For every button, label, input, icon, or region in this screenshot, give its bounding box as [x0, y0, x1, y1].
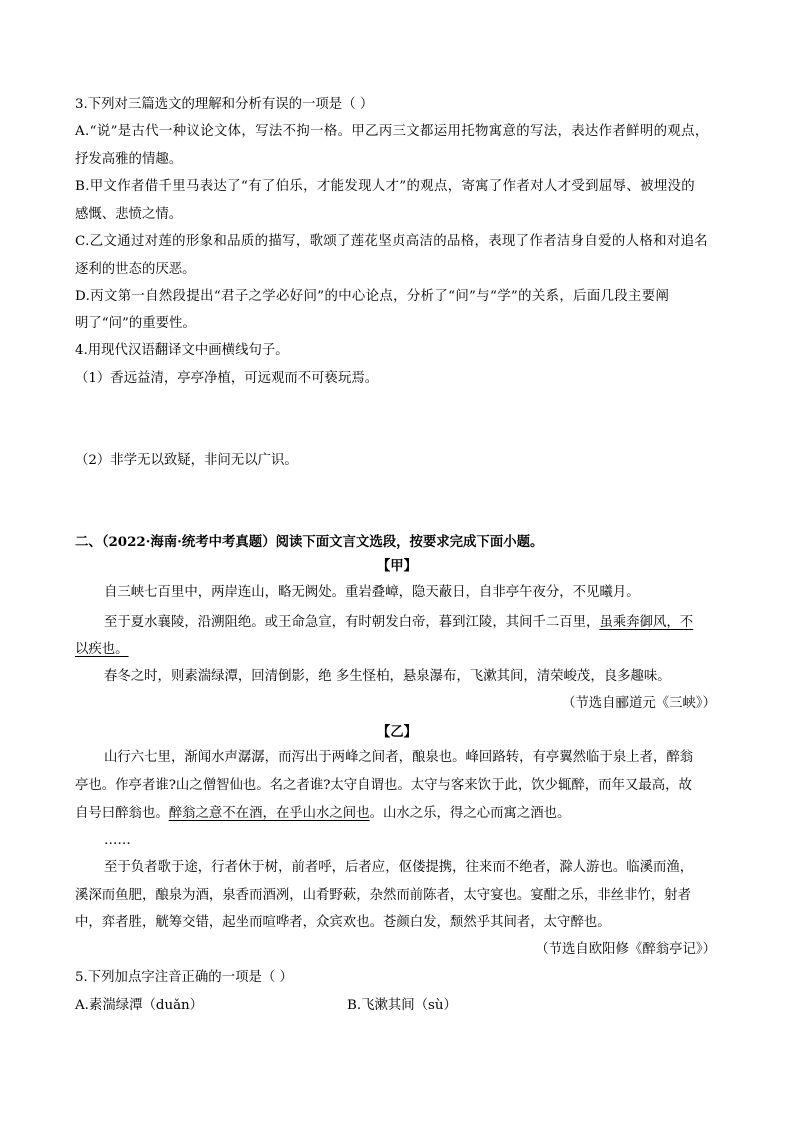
- yi-paragraph-2-line3: 中，弈者胜，觥筹交错，起坐而喧哗者，众宾欢也。苍颜白发，颓然乎其间者，太守醉也。: [75, 915, 611, 930]
- yi-underlined-sentence: 醉翁之意不在酒，在乎山水之间也: [168, 806, 370, 821]
- q5-option-a: A.素湍绿潭（duǎn）: [75, 998, 204, 1013]
- jia-paragraph-2-line2: [75, 640, 129, 660]
- yi-source: （节选自欧阳修《醉翁亭记》）: [535, 942, 716, 957]
- q3-option-b-line2: 感慨、悲愤之情。: [75, 207, 183, 222]
- q3-option-b-line1: B.甲文作者借千里马表达了“有了伯乐，才能发现人才”的观点，寄寓了作者对人才受到屈辱、被埋没的: [75, 179, 696, 194]
- passage-yi-title: 【乙】: [376, 724, 418, 740]
- q3-option-d-line2: 明了“问”的重要性。: [75, 316, 196, 331]
- jia-underlined-sentence-part1: 虽乘奔御风，不: [599, 615, 694, 630]
- q3-option-c-line1: C.乙文通过对莲的形象和品质的描写，歌颂了莲花坚贞高洁的品格，表现了作者洁身自爱的人格和对追名: [75, 234, 709, 249]
- jia-underlined-sentence-part2: 以疾也。: [75, 642, 129, 657]
- q3-option-a-line1: A.“说”是古代一种议论文体，写法不拘一格。甲乙丙三文都运用托物寓意的写法，表达作者鲜明的观点，: [75, 124, 709, 139]
- section-heading: 二、（2022·海南·统考中考真题）阅读下面文言文选段，按要求完成下面小题。: [75, 534, 544, 550]
- jia-source: （节选自郦道元《三峡》）: [562, 696, 716, 711]
- q5-option-b: B.飞漱其间（sù）: [347, 998, 457, 1013]
- q4-stem: 4.用现代汉语翻译文中画横线句子。: [75, 343, 289, 358]
- q4-item-1: （1）香远益清，亭亭净植，可远观而不可亵玩焉。: [75, 371, 379, 386]
- jia-paragraph-3: 春冬之时，则素湍绿潭，回清倒影，绝 多生怪柏，悬泉瀑布，飞漱其间，清荣峻茂，良多趣味。: [104, 669, 671, 684]
- yi-p1-text-b: 。山水之乐，得之心而寓之酒也。: [369, 806, 571, 821]
- yi-paragraph-1-line3: [75, 804, 570, 824]
- passage-jia-title: 【甲】: [376, 558, 418, 574]
- q5-stem: 5.下列加点字注音正确的一项是（ ）: [75, 970, 293, 985]
- yi-paragraph-1-line2: 亭也。作亭者谁?山之僧智仙也。名之者谁?太守自谓也。太守与客来饮于此，饮少辄醉，而年又最高，故: [75, 778, 692, 793]
- yi-paragraph-2-line1: 至于负者歌于途，行者休于树，前者呼，后者应，伛偻提携，往来而不绝者，滁人游也。临溪而渔，: [104, 860, 694, 875]
- jia-p2-text: 至于夏水襄陵，沿溯阻绝。或王命急宣，有时朝发白帝，暮到江陵，其间千二百里，: [104, 615, 600, 630]
- jia-paragraph-1: 自三峡七百里中，两岸连山，略无阙处。重岩叠嶂，隐天蔽日，自非亭午夜分，不见曦月。: [104, 585, 640, 600]
- q3-option-a-line2: 抒发高雅的情趣。: [75, 152, 183, 167]
- q3-option-d-line1: D.丙文第一自然段提出“君子之学必好问”的中心论点，分析了“问”与“学”的关系，后面几段主要阐: [75, 289, 670, 304]
- yi-ellipsis: ……: [104, 833, 131, 848]
- yi-p1-text-a: 自号曰醉翁也。: [75, 806, 169, 821]
- yi-paragraph-1-line1: 山行六七里，渐闻水声潺潺，而泻出于两峰之间者，酿泉也。峰回路转，有亭翼然临于泉上者，醉翁: [104, 750, 694, 765]
- jia-paragraph-2-line1: [104, 613, 693, 633]
- q4-item-2: （2）非学无以致疑，非问无以广识。: [75, 453, 298, 468]
- q3-stem: 3.下列对三篇选文的理解和分析有误的一项是（ ）: [75, 97, 374, 112]
- yi-paragraph-2-line2: 溪深而鱼肥，酿泉为酒，泉香而酒冽，山肴野蔌，杂然而前陈者，太守宴也。宴酣之乐，非丝非竹，射者: [75, 888, 691, 903]
- q3-option-c-line2: 逐利的世态的厌恶。: [75, 262, 196, 277]
